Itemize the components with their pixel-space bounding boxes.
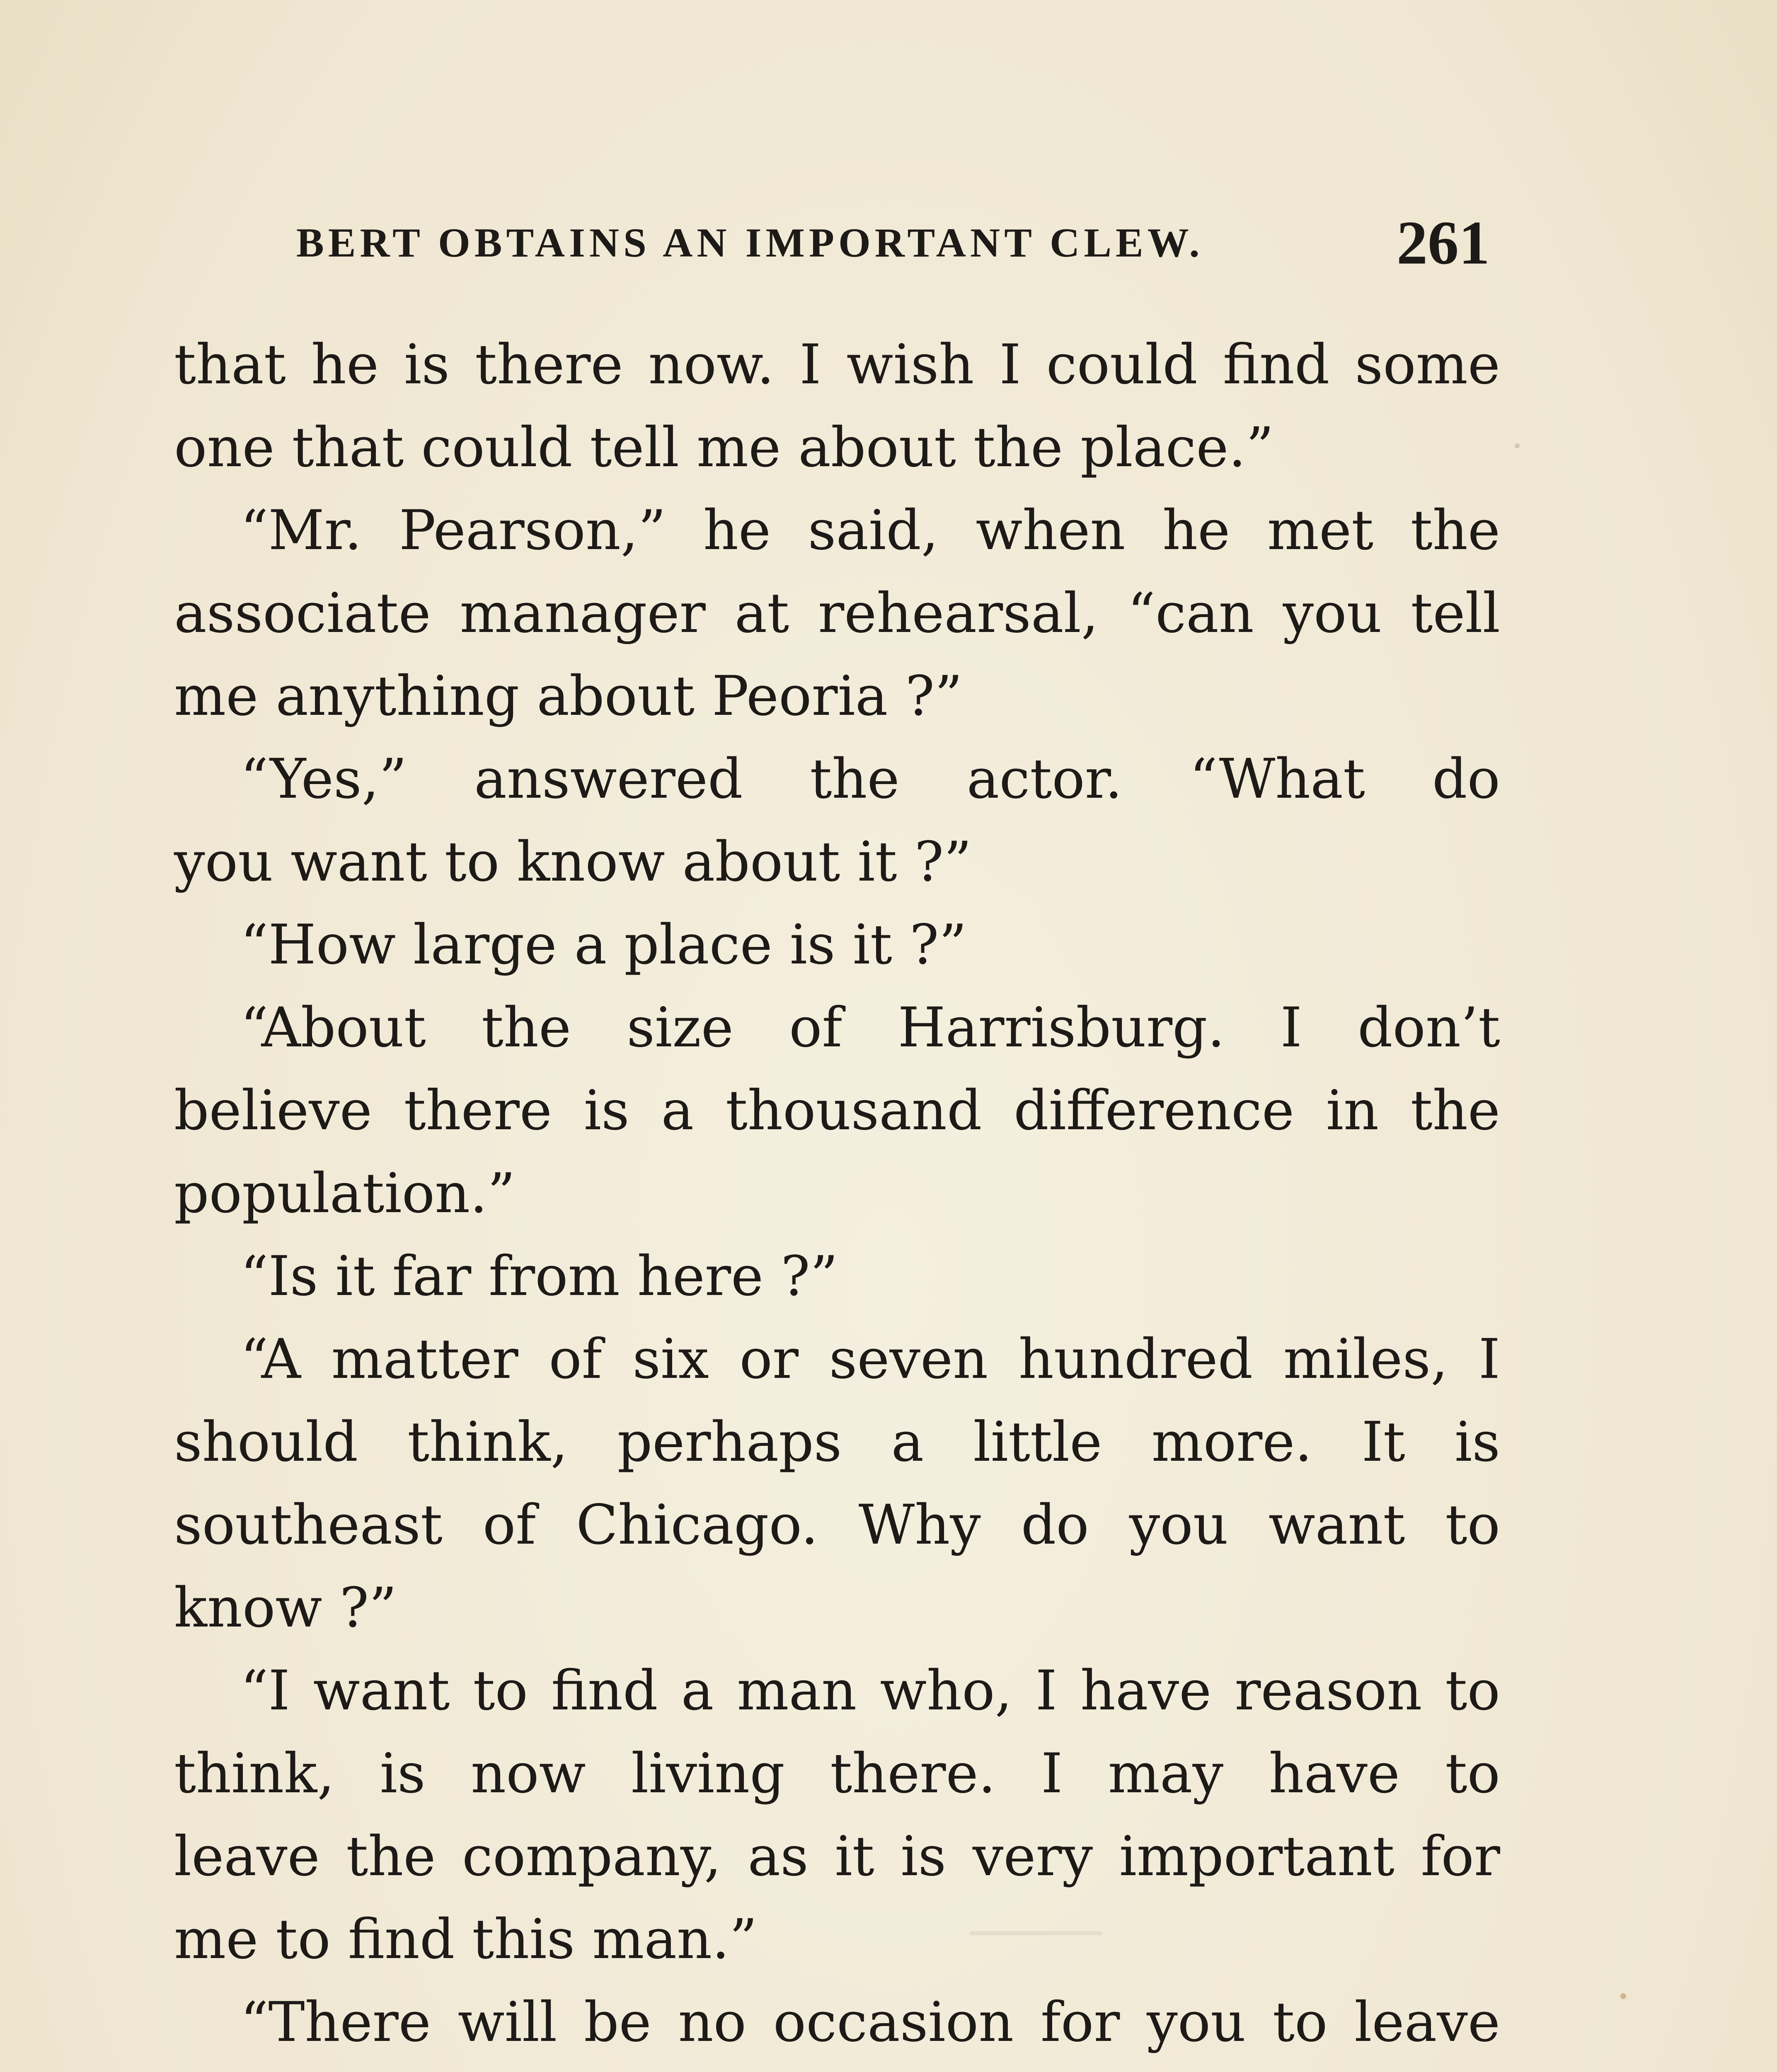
text-line: believe there is a thousand difference in the <box>174 1079 1500 1143</box>
text-line: “Yes,” answered the actor. “What do <box>240 747 1500 811</box>
text-line: think, is now living there. I may have to <box>174 1742 1500 1806</box>
text-line: should think, perhaps a little more. It is <box>174 1410 1500 1474</box>
page-number: 261 <box>1397 208 1490 277</box>
text-line: population.” <box>174 1162 516 1225</box>
text-line: “How large a place is it ?” <box>240 913 967 977</box>
text-line: southeast of Chicago. Why do you want to <box>174 1493 1500 1557</box>
text-line: know ?” <box>174 1576 397 1640</box>
text-line: leave the company, as it is very important for <box>174 1825 1500 1888</box>
text-line: “A matter of six or seven hundred miles, I <box>240 1327 1500 1391</box>
text-line: associate manager at rehearsal, “can you tell <box>174 581 1500 645</box>
paper-speck <box>1515 443 1520 448</box>
text-line: “Is it far from here ?” <box>240 1244 838 1308</box>
text-line: one that could tell me about the place.” <box>174 416 1274 479</box>
running-header <box>296 207 1490 290</box>
text-line: me anything about Peoria ?” <box>174 664 963 728</box>
chapter-title: BERT OBTAINS AN IMPORTANT CLEW. <box>296 220 1204 266</box>
text-line: “Mr. Pearson,” he said, when he met the <box>240 499 1500 562</box>
text-line: “About the size of Harrisburg. I don’t <box>240 996 1500 1060</box>
text-line: me to find this man.” <box>174 1907 758 1971</box>
paper-speck <box>970 1931 1102 1935</box>
text-line: “I want to find a man who, I have reason to <box>240 1659 1500 1723</box>
text-line: you want to know about it ?” <box>174 830 972 894</box>
text-line <box>174 2064 1500 2072</box>
page-text <box>174 323 1500 2072</box>
text-line: “There will be no occasion for you to leave <box>240 1990 1500 2054</box>
text-line: that he is there now. I wish I could find some <box>174 333 1500 397</box>
paper-speck <box>1620 1993 1626 1999</box>
